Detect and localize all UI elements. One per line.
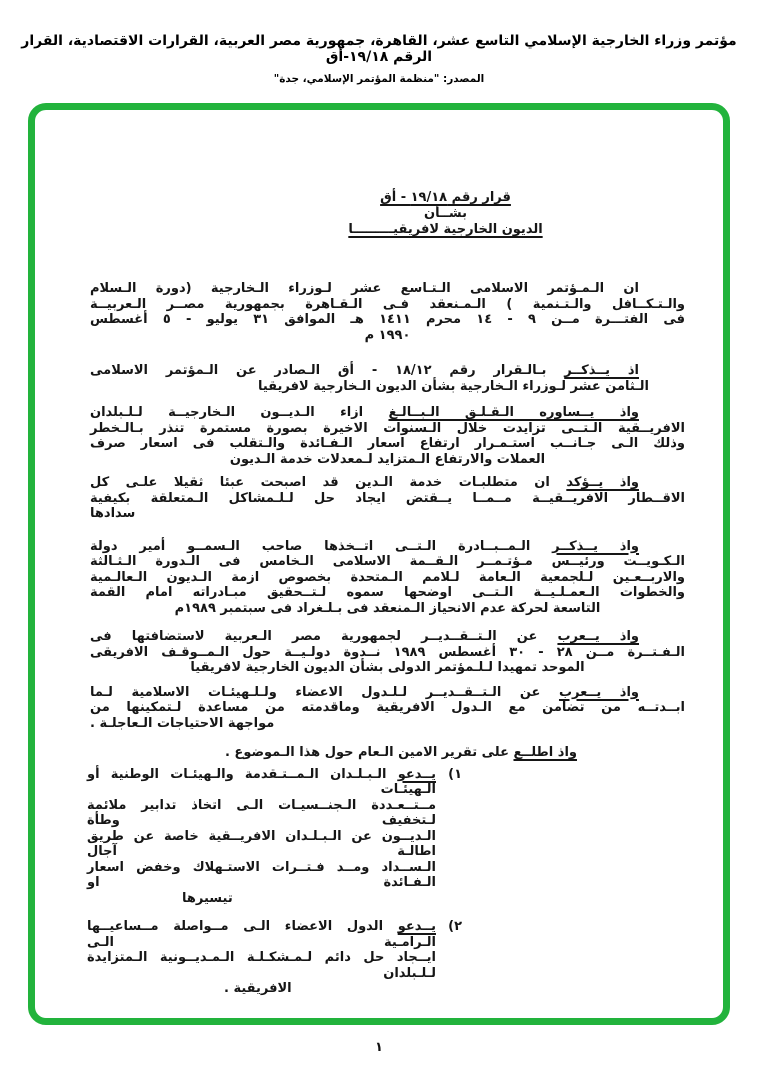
item-line: يــدعو الدول الاعضاء الـى مــواصلة مــساعيــها الـرامـية الـى xyxy=(87,919,436,950)
paragraph-line: اذ يــذكــر بـالـقرار رقم ١٨/١٢ - أق الـصادر عن الـمؤتمر الاسلامى xyxy=(90,363,639,378)
paragraph-line: الـثامن عشر لـوزراء الـخارجية بشأن الديون الـخارجية لافريقيا xyxy=(257,378,649,394)
paragraph xyxy=(90,475,685,522)
resolution-subject-word: بشــأن xyxy=(424,206,467,221)
paragraph-line: وذلك الـى جـانــب استـمـرار ارتفاع اسعار الـفـائدة والـتقلب فى اسعار صرف xyxy=(90,436,685,451)
preamble-paragraphs xyxy=(90,281,685,761)
operative-items xyxy=(87,766,685,997)
underlined-lead: واذ يــؤكد xyxy=(566,475,639,490)
underlined-lead: يــدعو xyxy=(397,766,436,782)
paragraph-line: الـكـويــت ورئيــس مـؤتـمــر الـقــمة الاسلامى الـخامس فى الـدورة الـثـالثة xyxy=(90,554,685,569)
page-footer xyxy=(0,1040,758,1055)
paragraph-line: والاربــعـين لـلجمعية الـعامة لـلامم الـمتحدة بخصوص ازمة الـديون الـعالـمية xyxy=(90,569,685,585)
paragraph-line: الاقــطار الافريــقيــة مــمــا يــقتض ايجاد حل لـلـمشاكل الـمتعلقة بكيفية xyxy=(90,490,685,506)
paragraph xyxy=(90,745,685,761)
paragraph-line: الـفـتــرة مــن ٢٨ - ٣٠ أغسطس ١٩٨٩ نــدوة دولـيــة حول الـمــوقـف الافريقى xyxy=(90,644,685,660)
page-number: ١ xyxy=(375,1040,383,1055)
paragraph xyxy=(90,685,685,732)
underlined-lead: اذ يــذكــر xyxy=(564,363,639,378)
underlined-lead: واذ يــعرب xyxy=(558,684,639,700)
underlined-lead: واذ اطلــع xyxy=(513,745,577,760)
paragraph-line: واذ يــعرب عن الـتــقــديــر لـلـدول الاعضاء ولـلـهيئـات الاسلامية لـما xyxy=(90,684,639,700)
numbered-item xyxy=(87,766,462,907)
underlined-lead: واذ يــذكــر xyxy=(552,538,640,554)
paragraph-line: ابــدتــه من تضامن مع الـدول الافريقية وماقدمته من مساعدة لـتمكينها من xyxy=(90,700,685,715)
paragraph-line: الافريــقية الـتــى تزايدت خلال الـسنوات الاخيرة بصورة مستمرة تنذر بـالـخطر xyxy=(90,420,685,436)
paragraph xyxy=(90,539,685,617)
paragraph-line: ان الـمـؤتمر الاسلامى الـتـاسع عشر لـوزراء الـخارجية (دورة الـسلام xyxy=(90,281,639,296)
paragraph-line: فى الفتـــرة مــن ٩ - ١٤ محرم ١٤١١ هـ الموافق ٣١ يوليو - ٥ أغسطس xyxy=(90,312,685,327)
item-line: الـســداد ومــد فـتــرات الاستـهلاك وخفض اسعار الـفـائدة او xyxy=(87,859,436,890)
document-header xyxy=(0,33,758,85)
paragraph-line: سدادها xyxy=(90,506,136,521)
underlined-lead: واذ يــساوره الـقـلـق الـبــالـغ xyxy=(388,405,639,420)
underlined-lead: يــدعو xyxy=(397,919,436,934)
item-number: ٢) xyxy=(448,919,462,934)
item-line: ايــجاد حل دائم لـمـشكـلـة الـمـديــونية الـمتزايدة لـلـبلدان xyxy=(87,950,436,981)
paragraph-line: واذ يــعرب عن الـتــقــديــر لجمهورية مصر الـعربية لاستضافتها فى xyxy=(90,629,639,644)
item-body xyxy=(87,767,436,907)
paragraph-line: التاسعة لحركة عدم الانحياز الـمنعقد فى بـلـغراد فى سبتمبر ١٩٨٩م xyxy=(174,600,601,616)
numbered-item xyxy=(87,919,462,997)
green-border-frame xyxy=(28,103,730,1025)
paragraph xyxy=(90,405,685,467)
item-line: تيسيرها xyxy=(182,890,233,906)
paragraph-line: واذ يــؤكد ان متطلبـات خدمة الـدين قد اصبحت عبئا ثقيلا علـى كل xyxy=(90,475,639,490)
item-line: الـديــون عن الـبـلـدان الافريــقية خاصة عن طريق اطالـة آجال xyxy=(87,828,436,859)
paragraph xyxy=(90,363,685,394)
item-body xyxy=(87,919,436,997)
document-content xyxy=(35,190,723,997)
resolution-subject: الديون الخارجية لافريقيـــــــــا xyxy=(348,222,543,237)
item-line: الافريقية . xyxy=(224,981,292,996)
item-line: يــدعو الـبـلـدان الـمــتـقدمة والـهيئـات الوطنية أو الـهيئـات xyxy=(87,766,436,797)
paragraph-line: والـتـكــافل والـتـنمية ) الـمـنعقد فـى الـقـاهرة بجمهورية مصــر الـعربيــة xyxy=(90,296,685,312)
paragraph xyxy=(90,281,685,343)
resolution-number: قرار رقم ١٩/١٨ - أق xyxy=(380,190,511,205)
resolution-title xyxy=(231,190,661,238)
paragraph-line: الموحد تمهيدا لـلـمؤتمر الدولى بشأن الديون الخارجية لافريقيا xyxy=(190,660,585,675)
paragraph-line: العملات والارتفاع الـمتزايد لـمعدلات خدمة الـديون xyxy=(229,451,546,467)
paragraph-line: واذ يــذكــر الـمــبــادرة الـتــى اتــخذها صاحب الـسمــو أمير دولة xyxy=(90,538,640,554)
paragraph xyxy=(90,629,685,676)
header-title: مؤتمر وزراء الخارجية الإسلامي التاسع عشر، القاهرة، جمهورية مصر العربية، القرارات الاقتصادية، القرار الرقم ١٩/١٨-أق xyxy=(21,33,737,65)
underlined-lead: واذ يــعرب xyxy=(557,629,639,644)
paragraph-line: واذ يــساوره الـقـلـق الـبــالـغ ازاء الـديــون الـخارجيــة لـلـبلدان xyxy=(90,405,639,420)
header-source: المصدر: "منظمة المؤتمر الإسلامي، جدة" xyxy=(273,73,485,85)
item-number: ١) xyxy=(448,766,462,782)
paragraph-line: والخطوات الـعمـلـيــة الـتــى اوضحها سموه لـتــحقيق مبـادراته امام القمة xyxy=(90,585,685,600)
paragraph-line: مواجهة الاحتياجات الـعاجلـة . xyxy=(90,715,275,731)
paragraph-line: ١٩٩٠ م xyxy=(364,327,411,343)
paragraph-line: واذ اطلــع على تقرير الامين الـعام حول هذا الـموضوع . xyxy=(224,745,577,760)
item-line: مــتــعـددة الـجنــسيـات الـى اتخاذ تدابير ملائمة لـتخفيف وطأة xyxy=(87,797,436,828)
